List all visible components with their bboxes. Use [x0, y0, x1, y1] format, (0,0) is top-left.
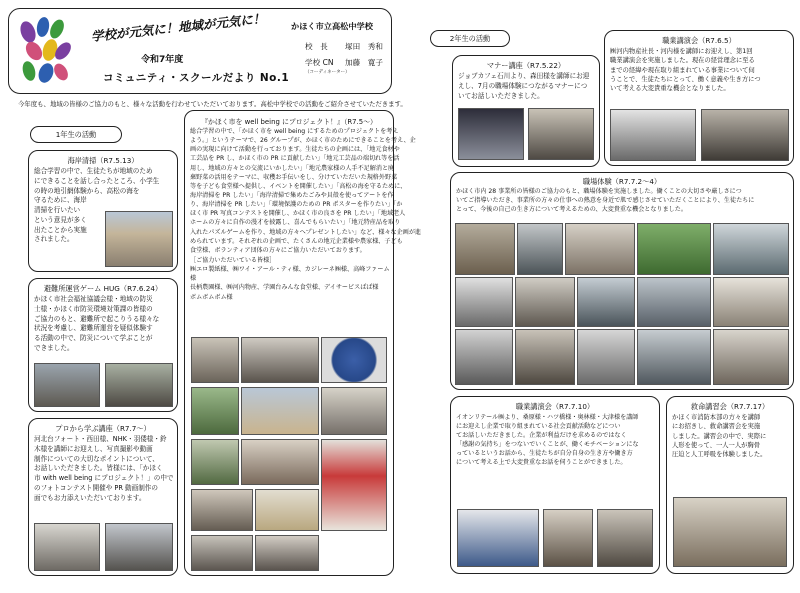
cn-name: 加藤 寛子 [345, 58, 383, 67]
kaigan-line: 守るために、海岸 [34, 196, 87, 205]
kyumei-line: 人形を使って、一人一人が胸骨 [672, 441, 761, 449]
shokugyo-title: 職業講演会（R7.6.5） [662, 36, 736, 45]
manner-line: えし、7月の職場体験につながるマナーにつ [458, 81, 588, 90]
hug-title: 避難所運営ゲーム HUG（R7.6.24） [43, 284, 163, 293]
project-photo-5 [241, 387, 319, 435]
pro-section [28, 418, 178, 576]
principal-name: 塚田 秀和 [345, 42, 383, 51]
koen2-line: について考える上で大変貴重なお話を伺うことができました。 [456, 459, 627, 467]
taiken-line: いてご指導いただき、事業所の方々の仕事への熱意を身近で肌で感じさせていただくことにより、生徒たちに [456, 197, 755, 205]
taiken-line: とって、今後の自己の生き方について考えるための、大変貴重な機会となりました。 [456, 206, 687, 214]
koen2-line: イオンリテール㈱より、桑原様・ハツ橋様・奥林様・大津様を講師 [456, 414, 639, 421]
cn-role: 学校 CN [305, 58, 334, 67]
hug-line: ご協力のもと、避難所で起こりうる様々な [34, 314, 160, 323]
taiken-photo-11 [455, 329, 513, 385]
thanks-line: ボムボムボム様 [190, 293, 233, 301]
shokugyo-line: までの経緯や現在取り組まれている事業について伺 [610, 66, 755, 74]
project-photo-10 [191, 489, 253, 531]
hug-line: かほく市社会福祉協議会様・地域の防災 [34, 295, 153, 303]
principal-role: 校 長 [305, 42, 328, 51]
taiken-photo-12 [515, 329, 575, 385]
kaigan-line: の時の地引網体験から、高松の海を [34, 186, 140, 195]
kyumei-line: しました。講習会の中で、実際に [672, 432, 767, 440]
kyumei-line: にお招きし、救命講習会を実施 [672, 423, 761, 431]
shokugyo-line: ㈱河内物産社長・河内様を講師にお迎えし、第1回 [610, 48, 753, 55]
project-photo-8 [241, 439, 319, 485]
shokugyo-line: うことで、生徒たちにとって、働く意義や生き方につ [610, 75, 761, 83]
project-photo-9 [321, 439, 387, 531]
koen2-photo-2 [543, 509, 593, 567]
kaigan-line: されました。 [34, 235, 74, 244]
pro-line: 面でもお力添えいただいております。 [34, 493, 146, 502]
thanks-title: ［ご協力いただいている皆様］ [190, 256, 276, 264]
kaigan-line: 総合学習の中で、生徒たちが地域のため [34, 167, 153, 175]
kyumei-photo [673, 497, 787, 567]
project-section [184, 110, 422, 576]
kaigan-line: 出たことから実施 [34, 225, 87, 234]
shokugyo-section [604, 30, 794, 166]
shokugyo-line: いて考える大変貴重な機会となりました。 [610, 85, 730, 93]
cn-sub: （コーディネーター） [305, 70, 350, 75]
manner-photo-1 [458, 108, 524, 160]
project-line: ホームの方々に自作の漫才を披露し、喜んでもらいたい」「地元特産品を取り [190, 219, 401, 227]
koen2-section [450, 396, 660, 574]
taiken-photo-15 [713, 329, 789, 385]
masthead-year: 令和7年度 [141, 55, 184, 65]
masthead-title: 学校が元気に！地域が元気に！ [90, 10, 266, 44]
pro-line: お話しいただきました。皆様には、「かほく [34, 464, 163, 473]
school-name: かほく市立高松中学校 [291, 21, 373, 31]
pro-photo-1 [34, 523, 100, 571]
taiken-line: かほく市内 28 事業所の皆様のご協力のもと、職場体験を実施しました。働くことの大切さや厳しさにつ [456, 188, 742, 195]
taiken-photo-10 [713, 277, 789, 327]
koen2-line: っているというお話から、生徒たちが自分自身の生き方や働き方 [456, 450, 633, 458]
taiken-photo-13 [577, 329, 635, 385]
intro-text: 今年度も、地域の皆様のご協力のもと、様々な活動を行わせていただいております。高松中学校での活動をご紹介させていただきます。 [18, 100, 407, 108]
pro-line: 制作についての大切なポイントについて、 [34, 454, 159, 463]
kaigan-title: 海岸清掃（R7.5.13） [67, 156, 139, 165]
hug-line: 状況を考慮し、避難所運営を疑似体験す [34, 324, 153, 333]
project-line: よう。」というテーマで、26 グループが、かほく市のためにできることを考え、企 [190, 137, 416, 145]
grade2-label: 2年生の活動 [430, 30, 510, 47]
project-title: 『かほく市を well being にプロジェクト！』（R7.5～） [201, 118, 377, 126]
pro-photo-2 [105, 523, 173, 571]
koen2-photo-3 [597, 509, 653, 567]
taiken-photo-2 [517, 223, 563, 275]
hug-line: る活動の中で、防災について学ぶことが [34, 334, 153, 342]
project-line: 用し、地域の方々との交流にいかしたい」「地元農家様の人手不足解消と廃 [190, 164, 395, 172]
project-line: 画の実現に向けて活動を行っております。生徒たちの企画には、「地元食材や [190, 146, 400, 154]
project-photo-7 [191, 439, 239, 485]
project-line: 等を子ども食堂様へ提供し、イベントを開催したい」「高松の海を守るために、 [190, 182, 407, 190]
hug-line: 士様・かほく市防災環境対策課の皆様の [34, 304, 153, 313]
thanks-line: ㈱エロ製紙様、㈱ワイ・アール・ティ様、カジレーネ㈱様、高峰ファーム様 [190, 266, 390, 283]
project-line: 総合学習の中で、「かほく市を well being にするためのプロジェクトを考え [190, 128, 399, 135]
pro-line: 河北台フォート・西田様、NHK・羽倭様・鈴 [34, 435, 167, 443]
project-line: 入れたパズルゲームを作り、地域の方々へプレゼントしたい」など、様々な企画が進 [190, 228, 422, 236]
project-photo-6 [321, 387, 387, 435]
pro-line: 木様を講師にお迎えし、写真撮影や動画 [34, 444, 153, 453]
grade1-label: 1年生の活動 [30, 126, 122, 143]
shokugyo-photo-1 [610, 109, 696, 161]
manner-section [452, 55, 600, 167]
thanks-line: 長柄農園様、㈱河内物産、学園台みんな食堂様、デイサービスぱぱ様 [190, 284, 379, 292]
project-line: 棄野菜の活用をテーマに、収穫お手伝いをし、分けていただいた規格外野菜 [190, 173, 398, 181]
manner-line: いてお話しいただきました。 [458, 91, 544, 100]
project-photo-13 [255, 535, 319, 571]
koen2-line: にお迎えし企業で取り組まれている社会貢献活動などについ [456, 423, 621, 431]
koen2-photo-1 [457, 509, 539, 567]
project-photo-4 [191, 387, 239, 435]
taiken-photo-8 [577, 277, 635, 327]
taiken-photo-7 [515, 277, 575, 327]
manner-title: マナー講座（R7.5.22） [486, 61, 566, 70]
hug-line: できました。 [34, 343, 74, 352]
taiken-photo-5 [713, 223, 789, 275]
kyumei-line: 圧迫と人工呼吸を体験しました。 [672, 451, 767, 459]
taiken-photo-1 [455, 223, 515, 275]
project-photo-3 [321, 337, 387, 383]
taiken-photo-3 [565, 223, 635, 275]
project-line: ほく市 PR 写真コンテストを開催し、かほく市の良さを PR したい」「地域老人 [190, 210, 406, 218]
kaigan-section [28, 150, 178, 272]
project-photo-12 [191, 535, 253, 571]
kaigan-line: 清掃を行いたい [34, 206, 81, 214]
taiken-photo-9 [637, 277, 711, 327]
project-line: り、海岸清掃を PR したい」「環境保護のための PR ポスターを作りたい」「か [190, 201, 403, 209]
project-photo-1 [191, 337, 239, 383]
project-line: 海岸清掃を PR したい」「海岸清掃で集めたごみや貝殻を使ってアートを作 [190, 191, 394, 199]
taiken-section [450, 172, 794, 390]
kaigan-line: にできることを話し合ったところ、小学生 [34, 176, 160, 185]
pro-title: プロから学ぶ講座（R7.7～） [55, 424, 151, 433]
hug-section [28, 278, 178, 412]
pro-line: 市 with well being にプロジェクト！」の中で [34, 474, 174, 482]
beach-cleanup-photo [105, 211, 173, 267]
taiken-photo-6 [455, 277, 513, 327]
taiken-photo-4 [637, 223, 711, 275]
project-photo-11 [255, 489, 319, 531]
taiken-photo-14 [637, 329, 711, 385]
masthead [8, 8, 392, 94]
kyumei-title: 救命講習会（R7.7.17） [690, 402, 770, 411]
taiken-title: 職場体験（R7.7.2～4） [582, 177, 662, 186]
koen2-title: 職業講演会（R7.7.10） [515, 402, 595, 411]
koen2-line: てお話しいただきました。企業が利益だけを求めるのではなく [456, 432, 627, 440]
hug-photo-1 [34, 363, 100, 407]
project-line: 工芸品を PR し、かほく市の PR に貢献したい」「地元工芸品の端切れ等を活 [190, 155, 400, 163]
project-line: 食堂様、ボランティア団体の方々にご協力いただいております。 [190, 246, 366, 254]
manner-line: ジョブカフェ石川より、森田様を講師にお迎 [458, 72, 590, 80]
project-photo-2 [241, 337, 319, 383]
kyumei-section [666, 396, 794, 574]
hug-photo-2 [105, 363, 173, 407]
kaigan-line: という意見が多く [34, 215, 87, 224]
kyumei-line: かほく市消防本部の方々を講師 [672, 414, 761, 421]
pro-line: のフォトコンテスト開催や PR 動画制作の [34, 483, 158, 492]
masthead-newsletter: コミュニティ・スクールだより No.1 [103, 72, 290, 84]
shokugyo-line: 職業講演会を実施しました。現在の経営理念に至る [610, 57, 755, 65]
manner-photo-2 [528, 108, 594, 160]
school-logo [17, 15, 93, 89]
koen2-line: 「感謝の気持ち」をつないでいくことが、働くモチベーションにな [456, 441, 639, 449]
project-line: められています。それぞれの企画で、たくさんの地元企業様や農家様、子ども [190, 237, 403, 245]
shokugyo-photo-2 [701, 109, 789, 161]
